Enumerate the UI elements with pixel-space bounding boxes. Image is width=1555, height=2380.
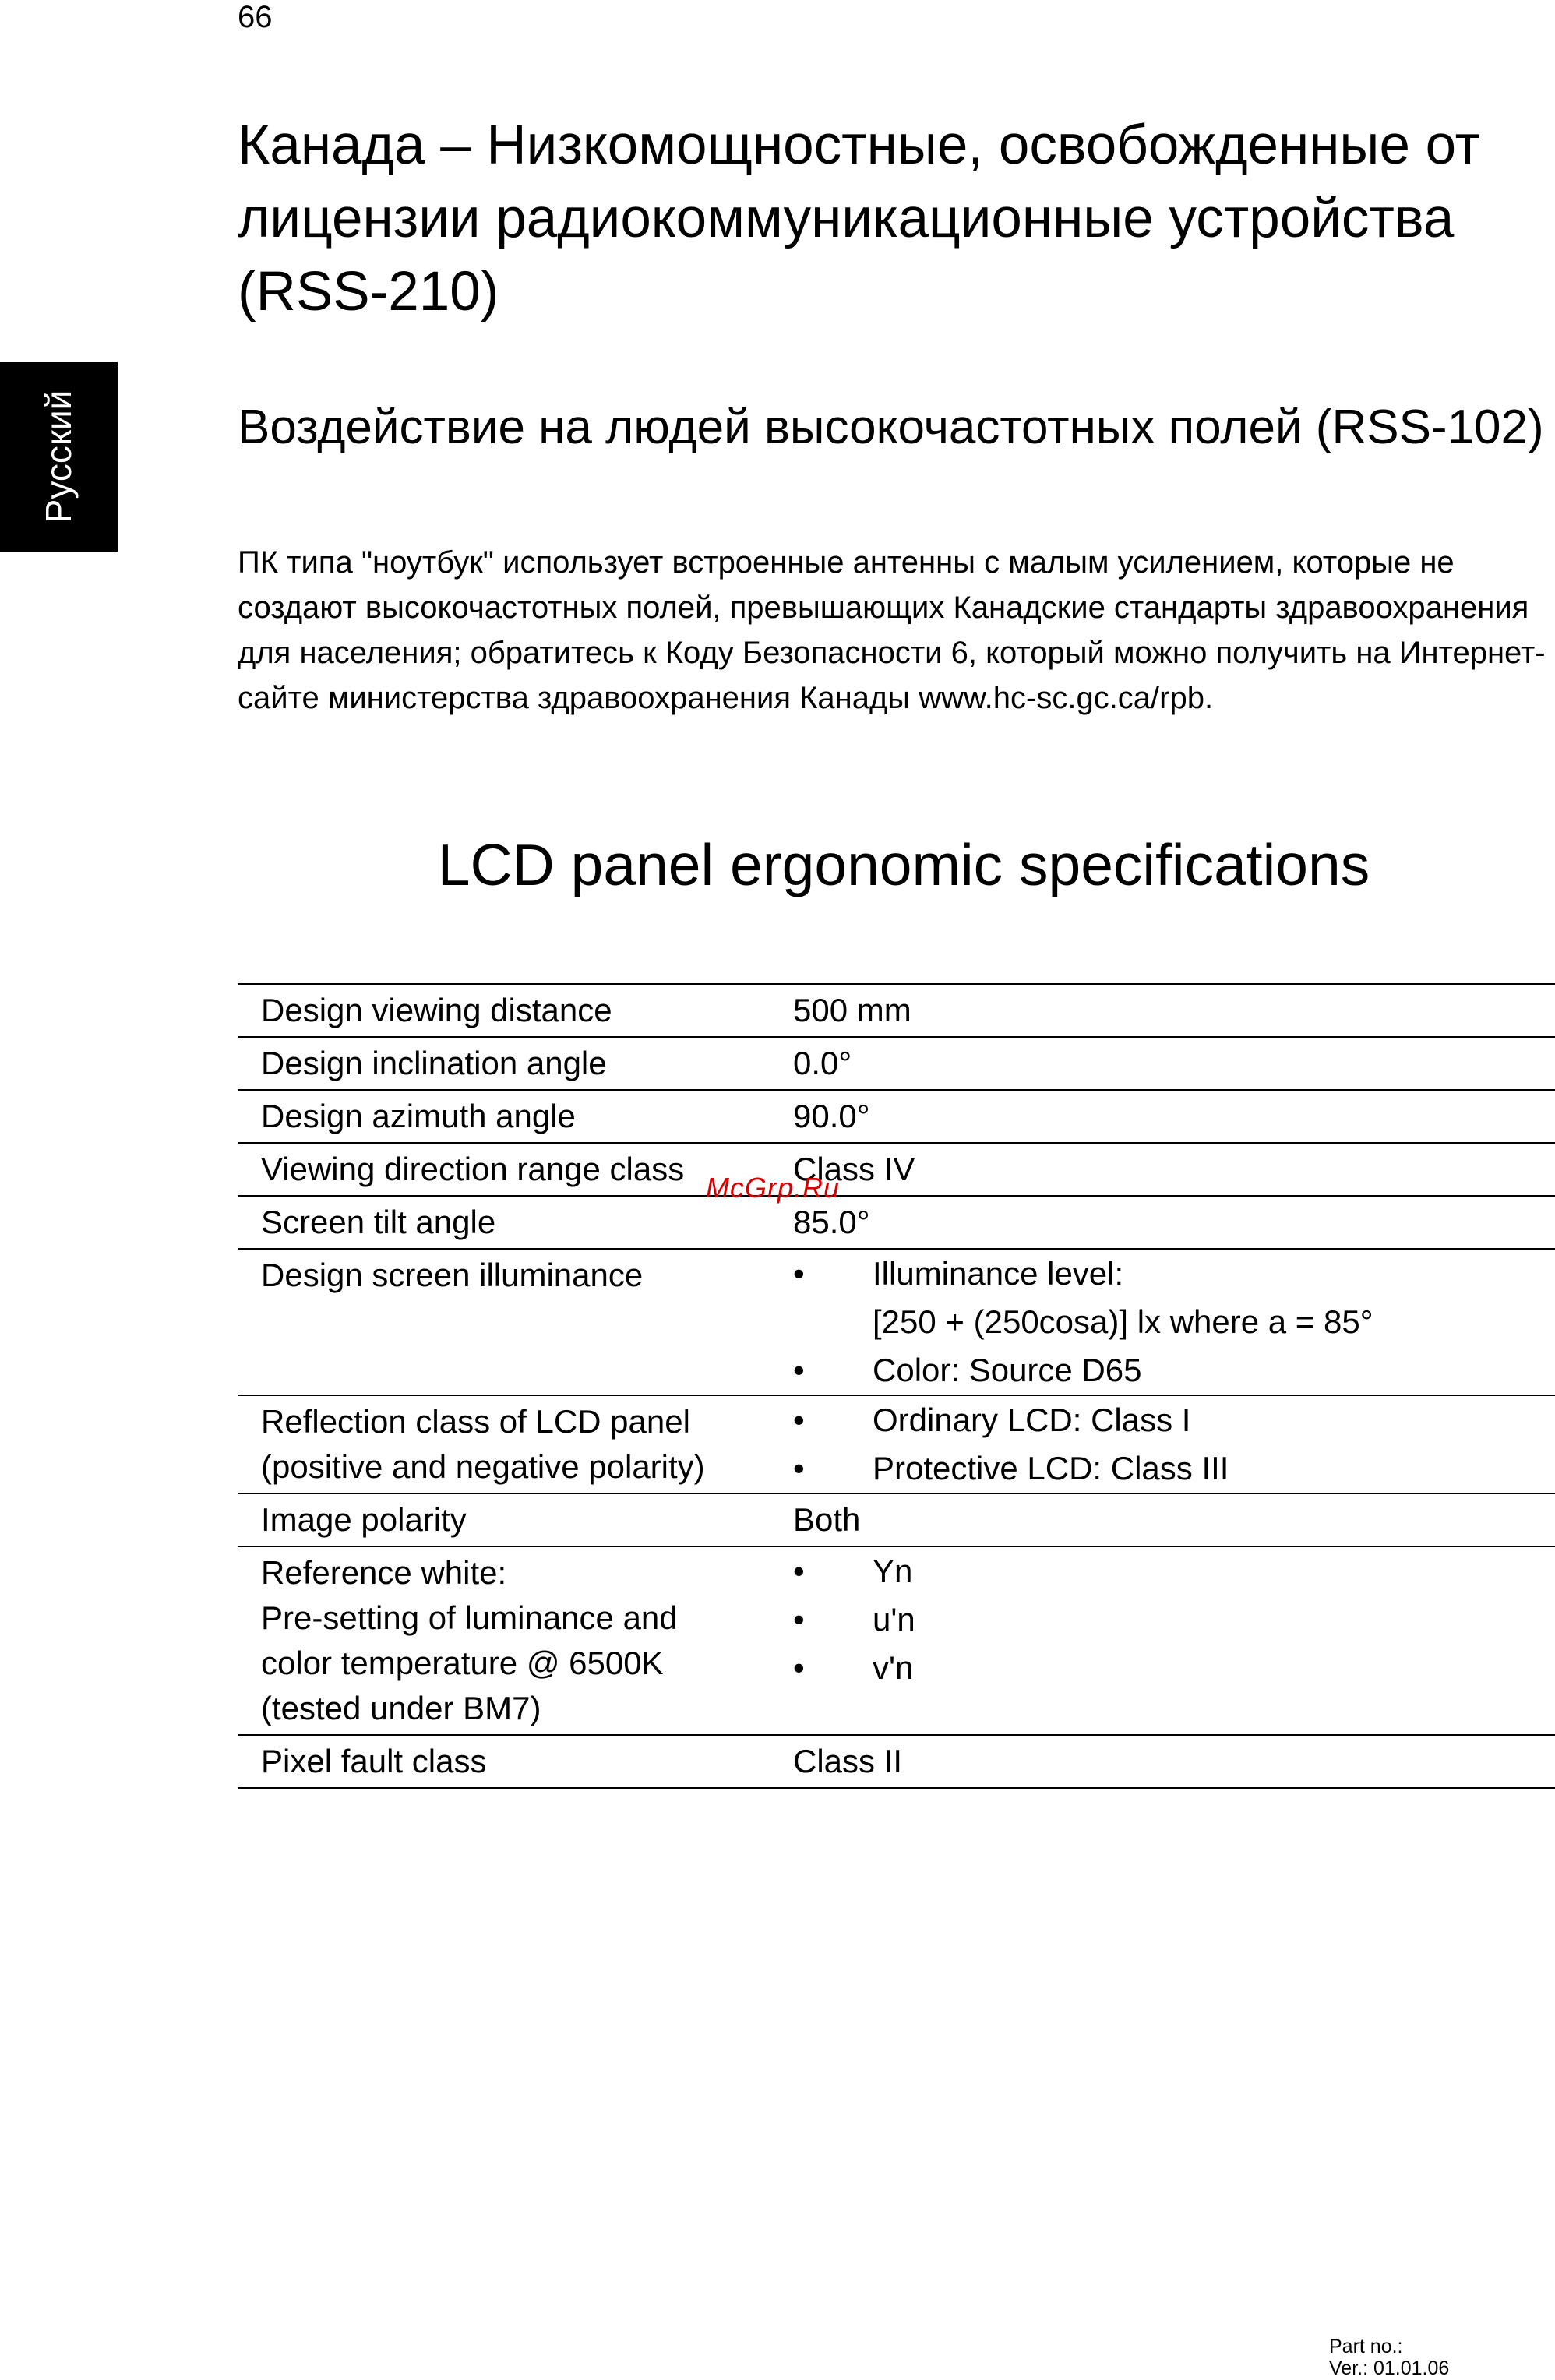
spec-value: 90.0° xyxy=(793,1090,1555,1143)
table-row xyxy=(238,1143,1555,1196)
list-item: • Ordinary LCD: Class I xyxy=(793,1396,1555,1444)
spec-value: 500 mm xyxy=(793,984,1555,1037)
spec-value: Class II xyxy=(793,1735,1555,1788)
page-number: 66 xyxy=(238,0,273,34)
bullet-list xyxy=(793,1396,1555,1493)
body-paragraph: ПК типа "ноутбук" использует встроенные антенны с малым усилением, которые не создают высокочастотных полей, превышающих Канадские стандарты здравоохранения для населения; обратитесь к Коду Безопасности 6, который можно получить на Интернет-сайте министерства здравоохранения Канады www.hc-sc.gc.ca/rpb. xyxy=(238,545,1546,715)
bullet-icon: • xyxy=(793,1601,805,1638)
bullet-icon: • xyxy=(793,1402,805,1438)
table-row xyxy=(238,1037,1555,1090)
bullet-icon: • xyxy=(793,1649,805,1686)
list-item: [250 + (250cosa)] lx where a = 85° xyxy=(873,1303,1373,1340)
spec-label: Reflection class of LCD panel (positive and negative polarity) xyxy=(238,1395,793,1493)
table-row xyxy=(238,1196,1555,1249)
bullet-list xyxy=(793,1250,1555,1395)
spec-value: Both xyxy=(793,1493,1555,1546)
spec-label: Reference white: Pre-setting of luminance and color temperature @ 6500K (tested under BM7) xyxy=(238,1546,793,1735)
page-heading: Канада – Низкомощностные, освобожденные от лицензии радиокоммуникационные устройства (RSS-210) xyxy=(238,115,1481,323)
table-row xyxy=(238,1249,1555,1395)
table-row xyxy=(238,984,1555,1037)
spec-value xyxy=(793,1546,1555,1735)
watermark: McGrp.Ru xyxy=(706,1172,841,1204)
spec-value xyxy=(793,1249,1555,1395)
spec-value: Class IV xyxy=(793,1143,1555,1196)
section-title: LCD panel ergonomic specifications xyxy=(437,832,1370,897)
page-subheading: Воздействие на людей высокочастотных полей (RSS-102) xyxy=(238,400,1544,454)
table-row xyxy=(238,1493,1555,1546)
table-row xyxy=(238,1546,1555,1735)
table-row xyxy=(238,1735,1555,1788)
spec-label: Design viewing distance xyxy=(238,984,793,1037)
list-item: • v'n xyxy=(793,1644,1555,1692)
spec-label: Design azimuth angle xyxy=(238,1090,793,1143)
list-item: • u'n xyxy=(793,1595,1555,1644)
list-item: • Illuminance level: xyxy=(793,1250,1555,1298)
part-number: Part no.: xyxy=(1329,2336,1403,2357)
spec-value: 85.0° xyxy=(793,1196,1555,1249)
spec-value xyxy=(793,1395,1555,1493)
list-item: • Color: Source D65 xyxy=(793,1346,1555,1395)
spec-label: Design screen illuminance xyxy=(238,1249,793,1395)
bullet-icon: • xyxy=(793,1553,805,1589)
language-side-tab xyxy=(0,362,118,552)
spec-label: Design inclination angle xyxy=(238,1037,793,1090)
bullet-list xyxy=(793,1547,1555,1692)
spec-label: Pixel fault class xyxy=(238,1735,793,1788)
version-number: Ver.: 01.01.06 xyxy=(1329,2357,1450,2379)
language-side-tab-label: Русский xyxy=(38,390,79,524)
lcd-spec-table xyxy=(238,983,1555,1789)
table-row xyxy=(238,1395,1555,1493)
bullet-icon: • xyxy=(793,1352,805,1388)
bullet-icon: • xyxy=(793,1450,805,1486)
list-item: • Protective LCD: Class III xyxy=(793,1444,1555,1493)
spec-label: Viewing direction range class xyxy=(238,1143,793,1196)
bullet-icon: • xyxy=(793,1255,805,1292)
spec-label: Screen tilt angle xyxy=(238,1196,793,1249)
table-row xyxy=(238,1090,1555,1143)
footer xyxy=(1329,2336,1449,2379)
spec-label: Image polarity xyxy=(238,1493,793,1546)
list-item: • Yn xyxy=(793,1547,1555,1595)
spec-value: 0.0° xyxy=(793,1037,1555,1090)
